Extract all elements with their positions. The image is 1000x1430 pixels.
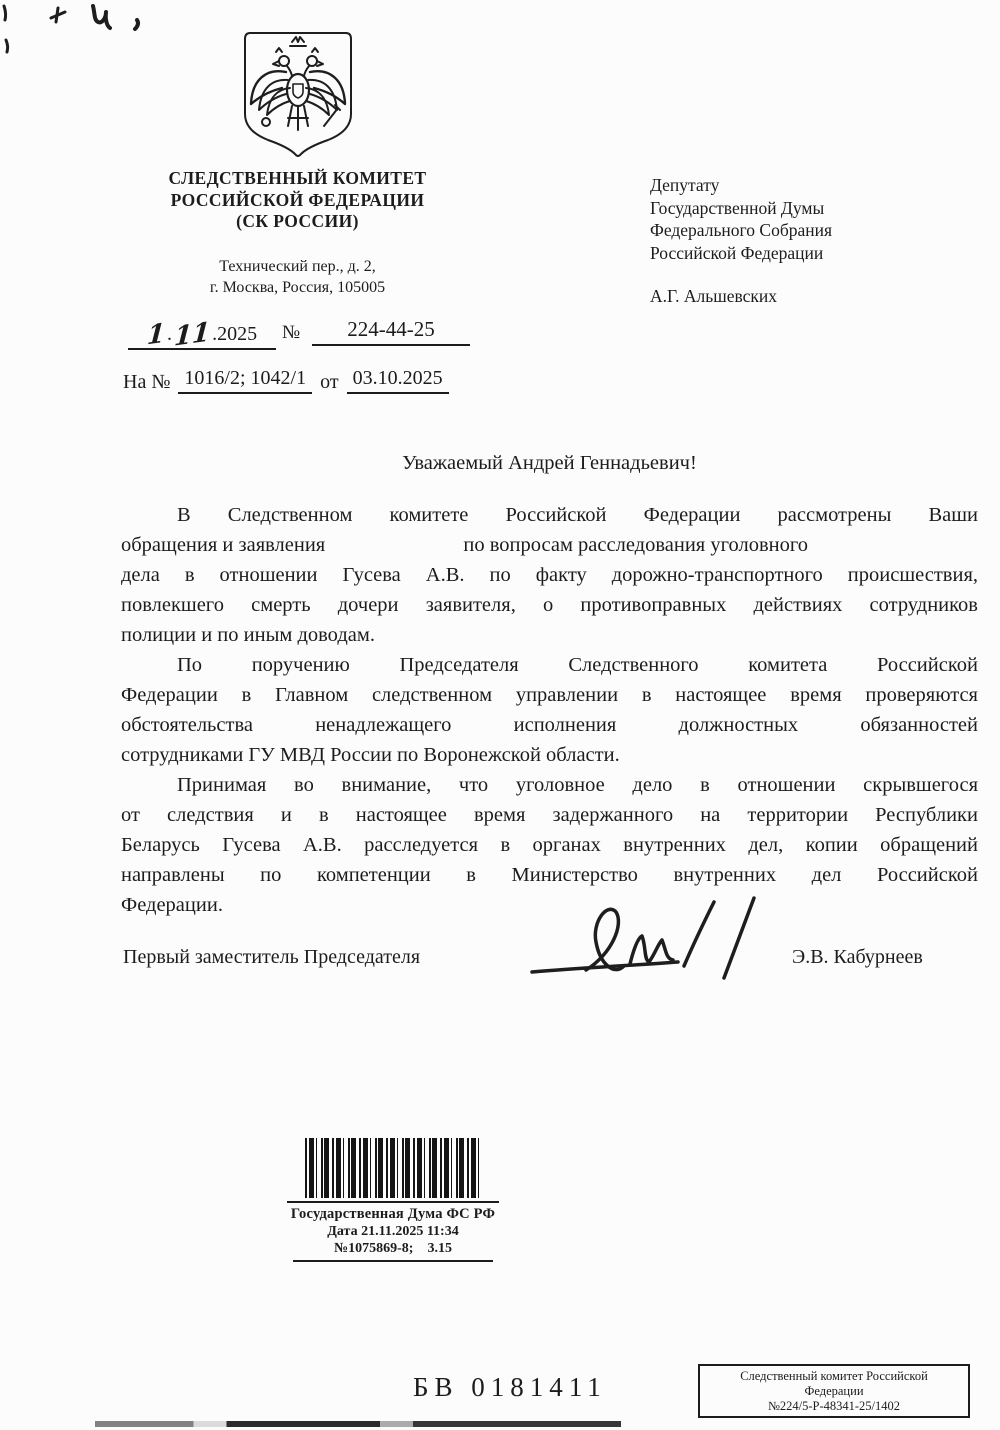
stamp-number: №1075869-8; 3.15 (334, 1241, 452, 1256)
reply-numbers: 1016/2; 1042/1 (178, 367, 312, 394)
body-line: Федерации в Главном следственном управлении в настоящее время проверяются (121, 684, 978, 706)
org-address-line2: г. Москва, Россия, 105005 (209, 279, 386, 296)
edge-mark-icon (0, 2, 14, 54)
body-line-left: обращения и заявления (121, 534, 326, 556)
addressee-line: Федерального Собрания (650, 220, 833, 240)
body-line-with-gap (121, 530, 978, 560)
reply-prefix: На № (123, 371, 171, 393)
body-line: По поручению Председателя Следственного комитета Российской (177, 654, 978, 676)
stamp-date: Дата 21.11.2025 11:34 (327, 1224, 459, 1239)
pen-marks-icon (45, 0, 165, 40)
org-address (110, 256, 485, 298)
body-line: сотрудниками ГУ МВД России по Воронежской области. (121, 744, 620, 766)
body-line: обстоятельства ненадлежащего исполнения должностных обязанностей (121, 714, 978, 736)
signature-icon (528, 896, 780, 994)
body-line: от следствия и в настоящее время задержанного на территории Республики (121, 804, 978, 826)
signer-position: Первый заместитель Председателя (123, 946, 421, 968)
handwritten-day: 1 (145, 318, 166, 352)
stamp-org: Государственная Дума ФС РФ (290, 1206, 496, 1222)
addressee-block (650, 174, 970, 308)
addressee-line: Депутату (650, 175, 720, 195)
org-name-line1: СЛЕДСТВЕННЫЙ КОМИТЕТ (168, 168, 427, 188)
letter-body (121, 500, 978, 920)
addressee-line: Российской Федерации (650, 242, 824, 263)
org-name (110, 168, 485, 233)
duma-registration-stamp (287, 1138, 499, 1262)
reg-box-line: Федерации (804, 1384, 864, 1398)
reply-from: от (320, 371, 339, 393)
reg-box-line: №224/5-Р-48341-25/1402 (767, 1399, 901, 1413)
barcode (305, 1138, 481, 1198)
scan-smudge (95, 1421, 643, 1427)
outgoing-number-field: 224-44-25 (312, 312, 470, 346)
date-year: .2025 (212, 323, 258, 345)
body-line: повлекшего смерть дочери заявителя, о противоправных действиях сотрудников (121, 594, 978, 616)
number-sign: № (282, 322, 301, 343)
date-dot: . (166, 323, 172, 345)
org-name-line3: (СК РОССИИ) (236, 211, 359, 231)
addressee-name: А.Г. Альшевских (650, 286, 778, 306)
body-line: дела в отношении Гусева А.В. по факту дорожно-транспортного происшествия, (121, 564, 978, 586)
org-name-line2: РОССИЙСКОЙ ФЕДЕРАЦИИ (170, 189, 425, 210)
body-line-right: по вопросам расследования уголовного (463, 534, 808, 556)
body-line: В Следственном комитете Российской Федерации рассмотрены Ваши (177, 504, 978, 526)
reply-reference-line (123, 362, 449, 394)
sk-registration-box (698, 1364, 970, 1418)
reg-box-line: Следственный комитет Российской (740, 1369, 928, 1383)
body-line: направлены по компетенции в Министерство внутренних дел Российской (121, 864, 978, 886)
body-line: Беларусь Гусева А.В. расследуется в органах внутренних дел, копии обращений (121, 834, 978, 856)
reply-date: 03.10.2025 (347, 367, 449, 394)
blank-form-number: БВ 0181411 (413, 1372, 607, 1402)
body-line: полиции и по иным доводам. (121, 624, 375, 646)
org-address-line1: Технический пер., д. 2, (219, 258, 376, 275)
addressee-line: Государственной Думы (650, 197, 825, 218)
body-line: Федерации. (121, 894, 223, 916)
salutation: Уважаемый Андрей Геннадьевич! (402, 452, 697, 474)
coat-of-arms-icon (238, 30, 358, 160)
stamp-rule-bottom (293, 1260, 493, 1262)
body-line: Принимая во внимание, что уголовное дело в отношении скрывшегося (177, 774, 978, 796)
stamp-rule-top (287, 1201, 499, 1203)
outgoing-date-field (128, 312, 276, 353)
handwritten-month: 11 (173, 317, 212, 353)
signer-name: Э.В. Кабурнеев (792, 946, 923, 968)
